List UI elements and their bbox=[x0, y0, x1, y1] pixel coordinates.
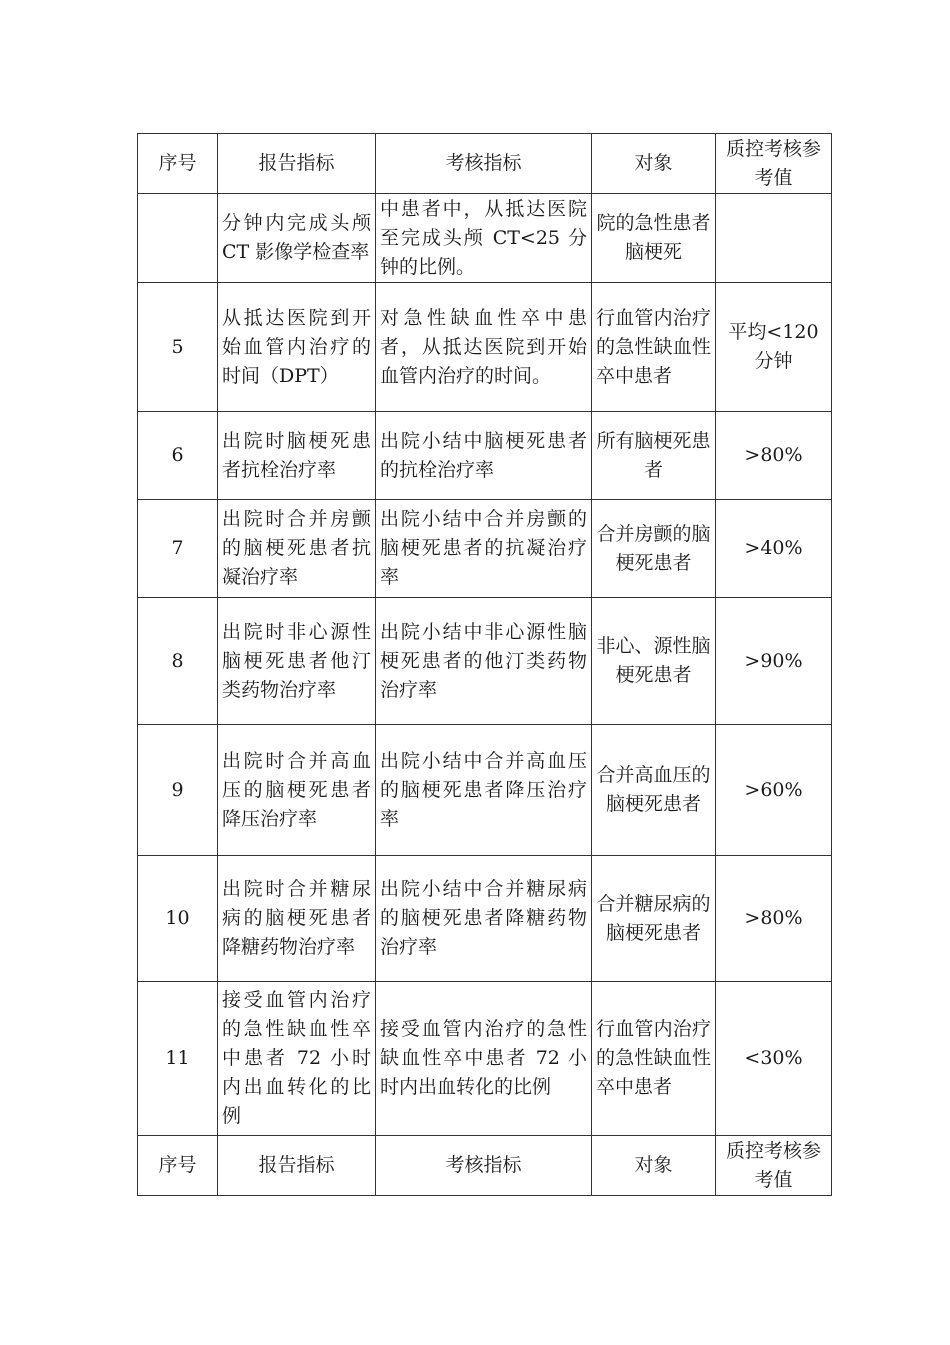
row-no: 8 bbox=[138, 598, 218, 725]
row-no: 11 bbox=[138, 982, 218, 1136]
row-report: 出院时合并高血压的脑梗死患者降压治疗率 bbox=[218, 725, 376, 856]
row-report: 从抵达医院到开始血管内治疗的时间（DPT） bbox=[218, 283, 376, 412]
table-row bbox=[138, 283, 832, 412]
table-row bbox=[138, 194, 832, 283]
row-ref: >80% bbox=[716, 856, 832, 982]
row-target: 行血管内治疗的急性缺血性卒中患者 bbox=[592, 982, 716, 1136]
header-ref: 质控考核参考值 bbox=[716, 1136, 832, 1196]
header-report: 报告指标 bbox=[218, 1136, 376, 1196]
row-ref: <30% bbox=[716, 982, 832, 1136]
quality-indicator-table bbox=[137, 133, 832, 1196]
row-assess: 出院小结中合并高血压的脑梗死患者降压治疗率 bbox=[376, 725, 592, 856]
row-report: 出院时合并房颤的脑梗死患者抗凝治疗率 bbox=[218, 500, 376, 598]
row-no: 6 bbox=[138, 412, 218, 500]
row-assess: 出院小结中合并糖尿病的脑梗死患者降糖药物治疗率 bbox=[376, 856, 592, 982]
row-ref: >80% bbox=[716, 412, 832, 500]
header-assess: 考核指标 bbox=[376, 1136, 592, 1196]
row-ref bbox=[716, 194, 832, 283]
header-no: 序号 bbox=[138, 1136, 218, 1196]
row-no: 9 bbox=[138, 725, 218, 856]
row-assess: 出院小结中合并房颤的脑梗死患者的抗凝治疗率 bbox=[376, 500, 592, 598]
table-row bbox=[138, 500, 832, 598]
table-row bbox=[138, 412, 832, 500]
row-assess: 出院小结中脑梗死患者的抗栓治疗率 bbox=[376, 412, 592, 500]
table-row bbox=[138, 725, 832, 856]
row-assess: 对急性缺血性卒中患者，从抵达医院到开始血管内治疗的时间。 bbox=[376, 283, 592, 412]
table-header-row-repeat bbox=[138, 1136, 832, 1196]
table-row bbox=[138, 598, 832, 725]
row-ref: >90% bbox=[716, 598, 832, 725]
table-header-row bbox=[138, 134, 832, 194]
header-target: 对象 bbox=[592, 134, 716, 194]
table-row bbox=[138, 856, 832, 982]
row-ref: >40% bbox=[716, 500, 832, 598]
row-report: 分钟内完成头颅 CT 影像学检查率 bbox=[218, 194, 376, 283]
row-assess: 中患者中，从抵达医院至完成头颅 CT<25 分钟的比例。 bbox=[376, 194, 592, 283]
header-assess: 考核指标 bbox=[376, 134, 592, 194]
row-target: 非心、源性脑梗死患者 bbox=[592, 598, 716, 725]
header-ref: 质控考核参考值 bbox=[716, 134, 832, 194]
row-target: 院的急性患者脑梗死 bbox=[592, 194, 716, 283]
row-ref: 平均<120 分钟 bbox=[716, 283, 832, 412]
row-assess: 出院小结中非心源性脑梗死患者的他汀类药物治疗率 bbox=[376, 598, 592, 725]
row-no: 10 bbox=[138, 856, 218, 982]
row-report: 出院时合并糖尿病的脑梗死患者降糖药物治疗率 bbox=[218, 856, 376, 982]
table-row bbox=[138, 982, 832, 1136]
row-target: 行血管内治疗的急性缺血性卒中患者 bbox=[592, 283, 716, 412]
row-ref: >60% bbox=[716, 725, 832, 856]
row-target: 所有脑梗死患者 bbox=[592, 412, 716, 500]
header-no: 序号 bbox=[138, 134, 218, 194]
row-target: 合并高血压的脑梗死患者 bbox=[592, 725, 716, 856]
header-target: 对象 bbox=[592, 1136, 716, 1196]
row-no: 5 bbox=[138, 283, 218, 412]
header-report: 报告指标 bbox=[218, 134, 376, 194]
row-no bbox=[138, 194, 218, 283]
row-assess: 接受血管内治疗的急性缺血性卒中患者 72 小时内出血转化的比例 bbox=[376, 982, 592, 1136]
row-report: 出院时非心源性脑梗死患者他汀类药物治疗率 bbox=[218, 598, 376, 725]
row-target: 合并房颤的脑梗死患者 bbox=[592, 500, 716, 598]
row-no: 7 bbox=[138, 500, 218, 598]
row-report: 接受血管内治疗的急性缺血性卒中患者 72 小时内出血转化的比例 bbox=[218, 982, 376, 1136]
row-target: 合并糖尿病的脑梗死患者 bbox=[592, 856, 716, 982]
row-report: 出院时脑梗死患者抗栓治疗率 bbox=[218, 412, 376, 500]
